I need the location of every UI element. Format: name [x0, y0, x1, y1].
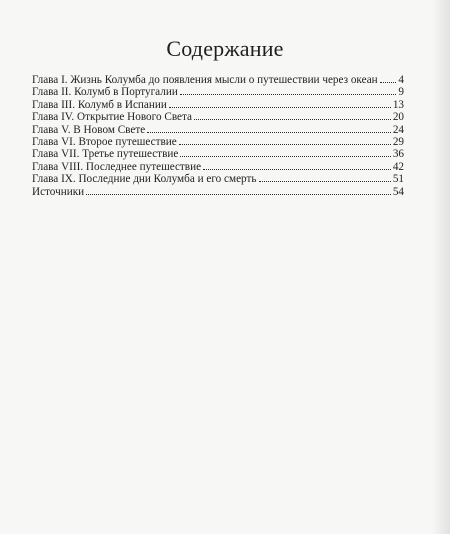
toc-leader-dots: [203, 168, 391, 170]
page-title: Содержание: [166, 36, 284, 61]
toc-entry-page-number: 13: [392, 98, 404, 111]
toc-entry-chapter-1: [32, 74, 404, 86]
toc-entry-chapter-6: [32, 136, 404, 148]
toc-entry-chapter-7: [32, 148, 404, 160]
toc-entry-page-number: 51: [392, 173, 404, 186]
toc-entry-chapter-3: [32, 99, 404, 111]
toc-entry-sources: [32, 186, 404, 198]
table-of-contents: [32, 74, 404, 198]
toc-entry-title: Глава VIII. Последнее путешествие: [32, 160, 202, 173]
page-edge-shadow: [432, 0, 450, 534]
toc-leader-dots: [86, 193, 391, 195]
toc-entry-title: Глава VI. Второе путешествие: [32, 136, 177, 149]
toc-entry-title: Глава V. В Новом Свете: [32, 123, 146, 136]
toc-entry-chapter-8: [32, 161, 404, 173]
toc-leader-dots: [380, 81, 397, 83]
toc-leader-dots: [180, 155, 391, 157]
toc-entry-title: Глава IV. Открытие Нового Света: [32, 111, 192, 124]
toc-entry-title: Глава III. Колумб в Испании: [32, 98, 167, 111]
toc-leader-dots: [169, 106, 391, 108]
toc-leader-dots: [179, 143, 391, 145]
toc-entry-page-number: 4: [398, 74, 404, 86]
toc-entry-title: Глава I. Жизнь Колумба до появления мысли о путешествии через океан: [32, 74, 378, 86]
toc-leader-dots: [194, 118, 391, 120]
toc-entry-chapter-9: [32, 173, 404, 185]
toc-entry-chapter-2: [32, 86, 404, 98]
toc-entry-page-number: 9: [398, 86, 404, 99]
toc-leader-dots: [147, 131, 391, 133]
toc-entry-title: Глава VII. Третье путешествие: [32, 148, 179, 161]
toc-entry-page-number: 36: [392, 148, 404, 161]
toc-entry-title: Глава II. Колумб в Португалии: [32, 86, 178, 99]
toc-entry-title: Глава IX. Последние дни Колумба и его смерть: [32, 173, 257, 186]
toc-entry-chapter-4: [32, 111, 404, 123]
toc-leader-dots: [180, 93, 397, 95]
toc-entry-page-number: 20: [392, 111, 404, 124]
toc-entry-page-number: 24: [392, 123, 404, 136]
toc-leader-dots: [259, 180, 391, 182]
toc-entry-page-number: 42: [392, 160, 404, 173]
toc-entry-page-number: 54: [392, 185, 404, 198]
toc-entry-page-number: 29: [392, 136, 404, 149]
toc-entry-title: Источники: [32, 185, 85, 198]
toc-entry-chapter-5: [32, 124, 404, 136]
